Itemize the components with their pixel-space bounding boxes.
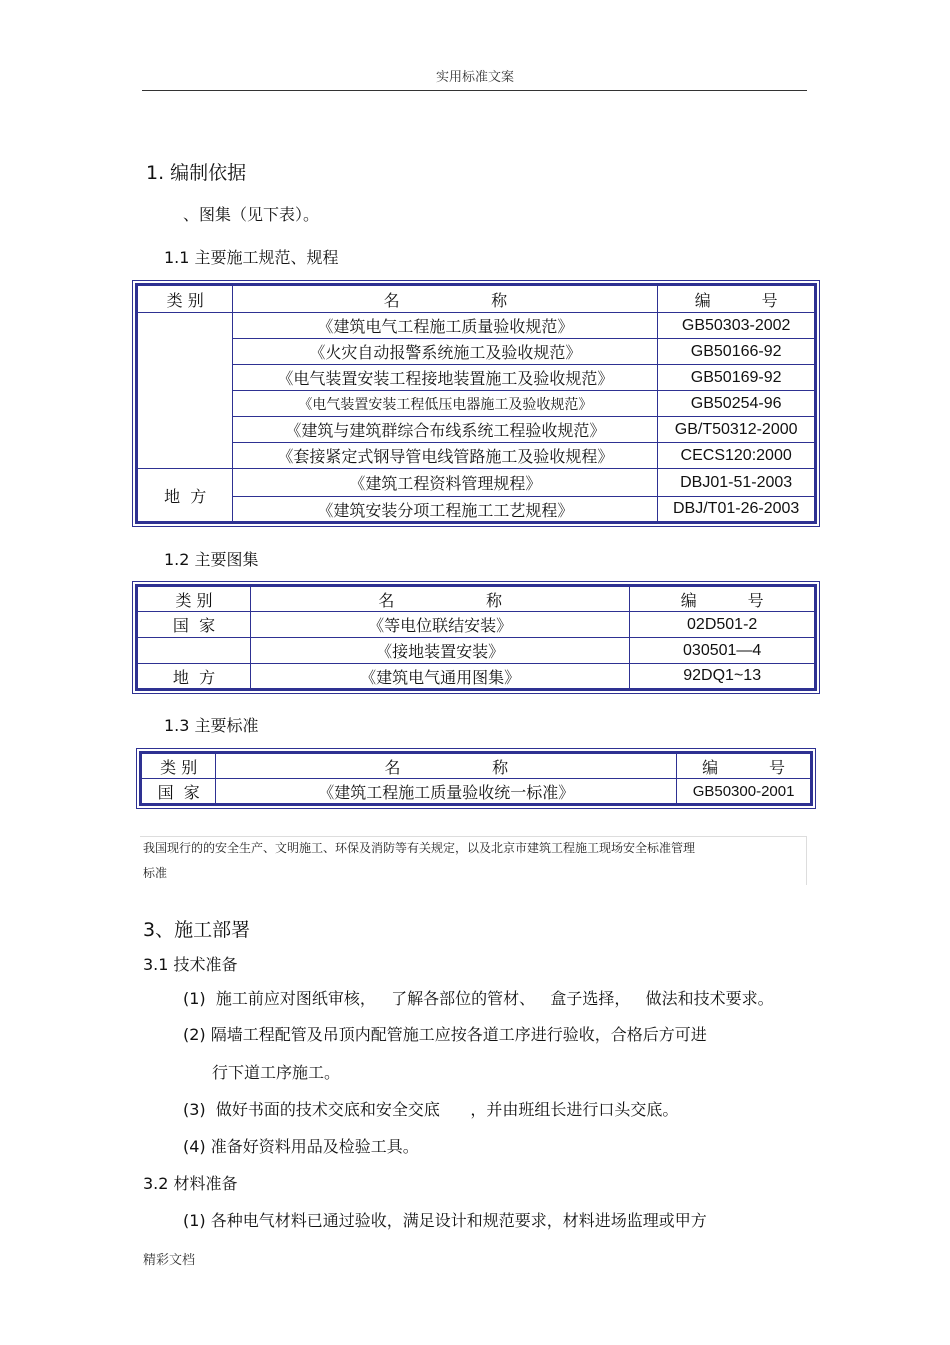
section-3-title: 3、施工部署: [143, 919, 251, 941]
section-1-intro: 、图集（见下表）。: [183, 205, 320, 224]
list-item-continuation: 行下道工序施工。: [212, 1063, 341, 1082]
header-category: 类 别: [141, 753, 216, 779]
table-row-name: 《建筑工程施工质量验收统一标准》: [216, 779, 677, 805]
table-row-code: DBJ01-51-2003: [658, 469, 816, 497]
table-row-code: 02D501-2: [630, 612, 816, 638]
list-item: (1) 施工前应对图纸审核， 了解各部位的管材、 盒子选择， 做法和技术要求。: [183, 989, 774, 1008]
category-cell-local: 地 方: [137, 469, 233, 523]
note-line-1: 我国现行的的安全生产、文明施工、环保及消防等有关规定，以及北京市建筑工程施工现场安全标准管理: [143, 841, 696, 855]
table-row-code: GB50300-2001: [677, 779, 812, 805]
subsection-3-1-title: 3.1 技术准备: [143, 955, 238, 974]
page-header: 实用标准文案: [435, 70, 514, 85]
standards-table: [135, 283, 817, 524]
table-row-name: 《建筑电气工程施工质量验收规范》: [233, 313, 658, 339]
table-row-name: 《建筑电气通用图集》: [251, 664, 630, 690]
table-row-code: 030501—4: [630, 638, 816, 664]
table-row-name: 《等电位联结安装》: [251, 612, 630, 638]
page-footer: 精彩文档: [143, 1253, 196, 1268]
table-row-code: GB50166-92: [658, 339, 816, 365]
table-row-code: GB50169-92: [658, 365, 816, 391]
table-row-code: DBJ/T01-26-2003: [658, 497, 816, 523]
list-item: (4) 准备好资料用品及检验工具。: [183, 1137, 419, 1156]
list-item: (2) 隔墙工程配管及吊顶内配管施工应按各道工序进行验收，合格后方可进: [183, 1025, 707, 1044]
table-row-code: 92DQ1~13: [630, 664, 816, 690]
table-row-category: 地 方: [137, 664, 251, 690]
table-row-code: GB/T50312-2000: [658, 417, 816, 443]
quality-standard-table: [139, 751, 813, 806]
table-row-category: 国 家: [141, 779, 216, 805]
section-1-title: 1. 编制依据: [146, 162, 247, 184]
header-name: 名 称: [216, 753, 677, 779]
atlas-table: [135, 584, 817, 691]
list-item: (3) 做好书面的技术交底和安全交底 ，并由班组长进行口头交底。: [183, 1100, 679, 1119]
header-name: 名 称: [233, 285, 658, 313]
table-row-name: 《电气装置安装工程低压电器施工及验收规范》: [233, 391, 658, 417]
header-code: 编 号: [677, 753, 812, 779]
note-line-2: 标准: [143, 866, 168, 880]
table-row-name: 《建筑安装分项工程施工工艺规程》: [233, 497, 658, 523]
header-name: 名 称: [251, 586, 630, 612]
category-cell-empty: [137, 313, 233, 469]
subsection-3-2-title: 3.2 材料准备: [143, 1174, 238, 1193]
subsection-1-1-title: 1.1 主要施工规范、规程: [164, 248, 339, 267]
header-category: 类 别: [137, 586, 251, 612]
table-row-name: 《建筑工程资料管理规程》: [233, 469, 658, 497]
header-rule: [142, 90, 807, 91]
list-item: (1) 各种电气材料已通过验收，满足设计和规范要求，材料进场监理或甲方: [183, 1211, 707, 1230]
table-row-name: 《建筑与建筑群综合布线系统工程验收规范》: [233, 417, 658, 443]
subsection-1-3-title: 1.3 主要标准: [164, 716, 259, 735]
header-code: 编 号: [658, 285, 816, 313]
table-row-code: GB50254-96: [658, 391, 816, 417]
table-row-category: 国 家: [137, 612, 251, 638]
table-row-name: 《套接紧定式钢导管电线管路施工及验收规程》: [233, 443, 658, 469]
table-row-name: 《接地装置安装》: [251, 638, 630, 664]
table-row-code: CECS120:2000: [658, 443, 816, 469]
table-row-code: GB50303-2002: [658, 313, 816, 339]
subsection-1-2-title: 1.2 主要图集: [164, 550, 259, 569]
table-row-name: 《电气装置安装工程接地装置施工及验收规范》: [233, 365, 658, 391]
header-code: 编 号: [630, 586, 816, 612]
table-row-name: 《火灾自动报警系统施工及验收规范》: [233, 339, 658, 365]
header-category: 类 别: [137, 285, 233, 313]
table-row-category: [137, 638, 251, 664]
